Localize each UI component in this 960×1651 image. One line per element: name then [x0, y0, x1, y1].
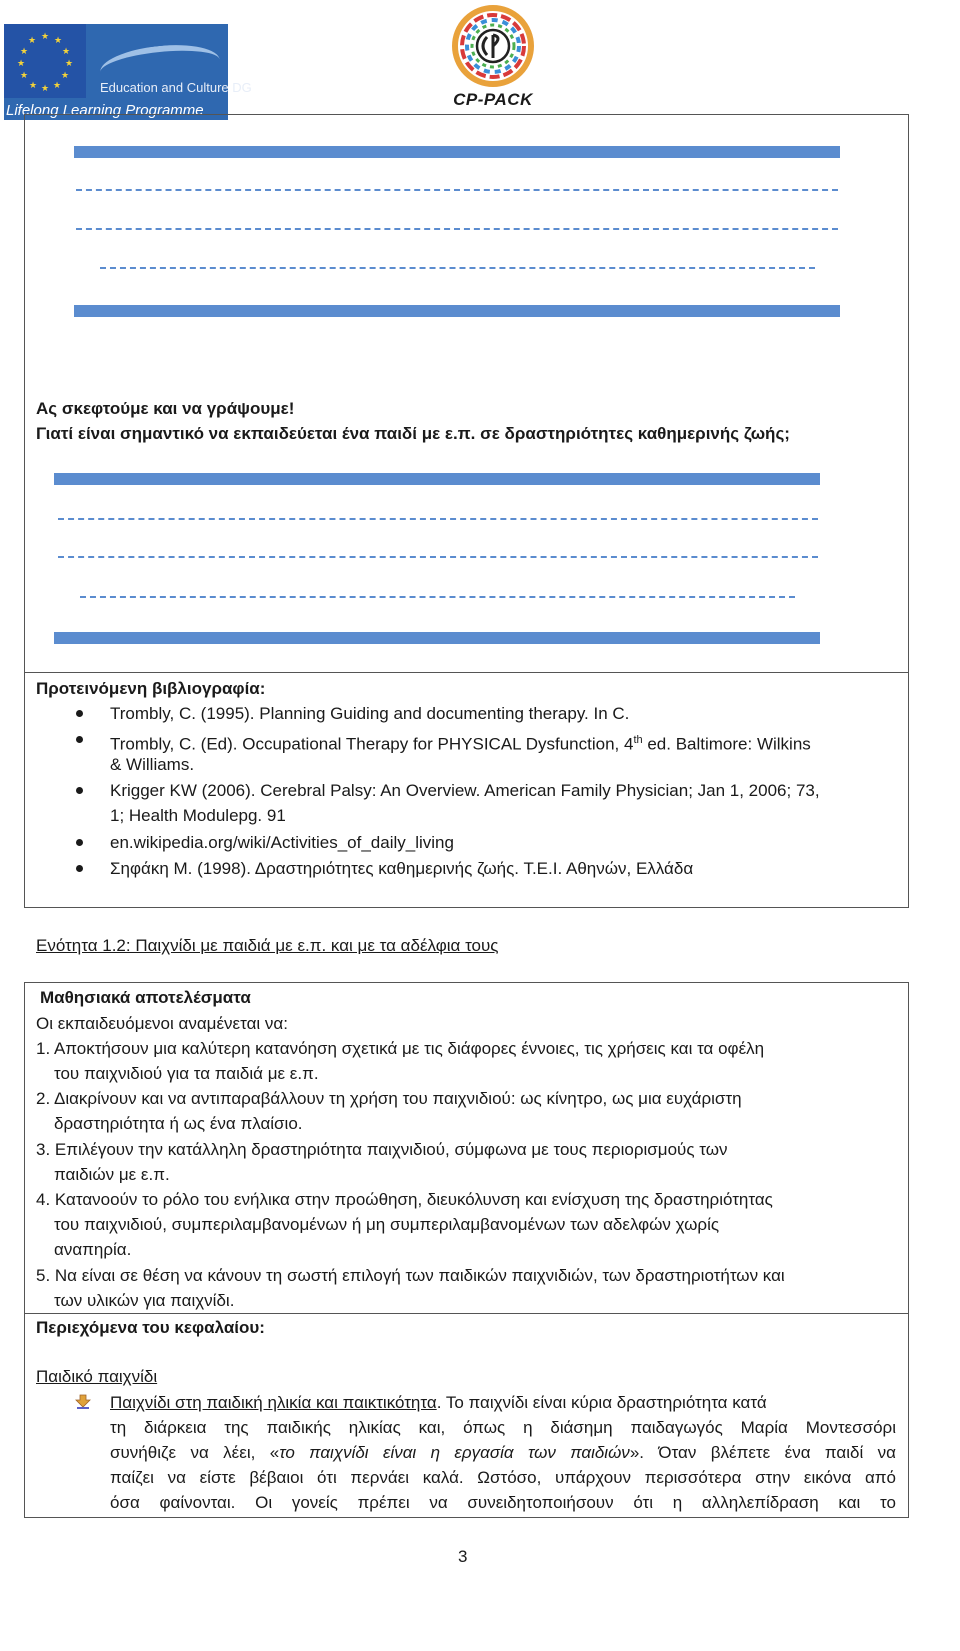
subheading: Παιδικό παιχνίδι: [36, 1367, 158, 1386]
eu-logo-caption: Education and Culture DG: [100, 80, 252, 95]
outcome-item-continued: δραστηριότητα ή ως ένα πλαίσιο.: [54, 1114, 303, 1133]
answer-line: [58, 518, 818, 520]
answer-line: [76, 228, 838, 230]
eu-flag-icon: ★ ★ ★ ★ ★ ★ ★ ★ ★ ★ ★ ★: [4, 24, 86, 98]
superscript: th: [633, 734, 643, 746]
cp-pack-logo-icon: [446, 4, 540, 86]
outcome-item: 5. Να είναι σε θέση να κάνουν τη σωστή επιλογή των παιδικών παιχνιδιών, των δραστηριοτήτων και: [36, 1266, 785, 1285]
page-number: 3: [458, 1547, 468, 1566]
contents-title: Περιεχόμενα του κεφαλαίου:: [36, 1318, 265, 1337]
paragraph-line: τη διάρκεια της παιδικής ηλικίας και, όπως η διάσημη παιδαγωγός Μαρία Μοντεσσόρι: [110, 1418, 896, 1437]
paragraph-text: . Το παιχνίδι είναι κύρια δραστηριότητα κατά: [436, 1393, 767, 1412]
paragraph-line: [110, 1442, 896, 1464]
bibliography-item-text: Trombly, C. (Ed). Occupational Therapy for PHYSICAL Dysfunction, 4: [110, 734, 634, 754]
bullet-icon: [76, 865, 83, 872]
reflection-box: [24, 114, 909, 673]
bibliography-item: Trombly, C. (1995). Planning Guiding and documenting therapy. In C.: [110, 704, 630, 723]
arrow-bullet-icon: [74, 1394, 92, 1410]
reflection-heading: Ας σκεφτούμε και να γράψουμε!: [36, 399, 295, 418]
bibliography-item: Σηφάκη Μ. (1998). Δραστηριότητες καθημερινής ζωής. Τ.Ε.Ι. Αθηνών, Ελλάδα: [110, 859, 694, 878]
bullet-icon: [76, 787, 83, 794]
bibliography-item-continued: 1; Health Modulepg. 91: [110, 806, 286, 825]
answer-line: [76, 189, 838, 191]
bibliography-item: Krigger KW (2006). Cerebral Palsy: An Overview. American Family Physician; Jan 1, 2006; 73,: [110, 781, 820, 800]
outcome-item-continued: του παιχνιδιού, συμπεριλαμβανομένων ή μη συμπεριλαμβανομένων των αδελφών χωρίς: [54, 1215, 720, 1234]
answer-bar-top: [54, 473, 820, 485]
outcome-item: 1. Αποκτήσουν μια καλύτερη κατανόηση σχετικά με τις διάφορες έννοιες, τις χρήσεις και τα οφέλη: [36, 1039, 765, 1058]
outcome-item-continued: του παιχνιδιού για τα παιδιά με ε.π.: [54, 1064, 319, 1083]
outcome-item: 4. Κατανοούν το ρόλο του ενήλικα στην προώθηση, διευκόλυνση και ενίσχυση της δραστηριότητας: [36, 1190, 773, 1209]
eu-lifelong-learning-logo: [4, 24, 252, 120]
paragraph-line: [110, 1392, 896, 1414]
bullet-icon: [76, 710, 83, 717]
outcome-item-continued: παιδιών με ε.π.: [54, 1165, 170, 1184]
answer-line: [100, 267, 815, 269]
bibliography-title: Προτεινόμενη βιβλιογραφία:: [36, 679, 266, 698]
outcome-item: 2. Διακρίνουν και να αντιπαραβάλλουν τη χρήση του παιχνιδιού: ως κίνητρο, ως μια ευχάριστη: [36, 1089, 742, 1108]
outcome-item: 3. Επιλέγουν την κατάλληλη δραστηριότητα παιχνιδιού, σύμφωνα με τους περιορισμούς των: [36, 1140, 728, 1159]
bibliography-item-text: ed. Baltimore: Wilkins: [642, 734, 811, 754]
divider: [24, 1313, 909, 1314]
answer-bar-bottom: [74, 305, 840, 317]
answer-line: [58, 556, 818, 558]
answer-line: [80, 596, 795, 598]
paragraph-line: όσα φαίνονται. Οι γονείς πρέπει να συνειδητοποιήσουν ότι η αλληλεπίδραση και το: [110, 1493, 896, 1512]
paragraph-line: παίζει να είστε βέβαιοι ότι περνάει καλά. Ωστόσο, υπάρχουν περισσότερα στην εικόνα από: [110, 1468, 896, 1487]
paragraph-link[interactable]: Παιχνίδι στη παιδική ηλικία και παικτικότητα: [110, 1393, 437, 1412]
outcome-item-continued: των υλικών για παιχνίδι.: [54, 1291, 235, 1310]
reflection-question: Γιατί είναι σημαντικό να εκπαιδεύεται ένα παιδί με ε.π. σε δραστηριότητες καθημερινής ζωής;: [36, 424, 790, 443]
paragraph-text: συνήθιζε να λέει, «: [110, 1443, 280, 1462]
eu-logo-programme: Lifelong Learning Programme: [6, 102, 204, 119]
answer-bar-bottom: [54, 632, 820, 644]
bibliography-link: en.wikipedia.org/wiki/Activities_of_daily_living: [110, 833, 454, 852]
bullet-icon: [76, 839, 83, 846]
answer-bar-top: [74, 146, 840, 158]
cp-pack-logo-text: CP-PACK: [453, 90, 533, 109]
outcomes-title: Μαθησιακά αποτελέσματα: [40, 988, 251, 1007]
paragraph-text: ». Όταν βλέπετε ένα παιδί να: [629, 1443, 896, 1462]
outcomes-intro: Οι εκπαιδευόμενοι αναμένεται να:: [36, 1014, 288, 1033]
bullet-icon: [76, 736, 83, 743]
paragraph-quote: το παιχνίδι είναι η εργασία των παιδιών: [279, 1443, 630, 1462]
unit-title: Ενότητα 1.2: Παιχνίδι με παιδιά με ε.π. και με τα αδέλφια τους: [36, 936, 499, 955]
bibliography-item: [110, 729, 811, 756]
outcome-item-continued: αναπηρία.: [54, 1240, 132, 1259]
bibliography-item-continued: & Williams.: [110, 755, 195, 774]
